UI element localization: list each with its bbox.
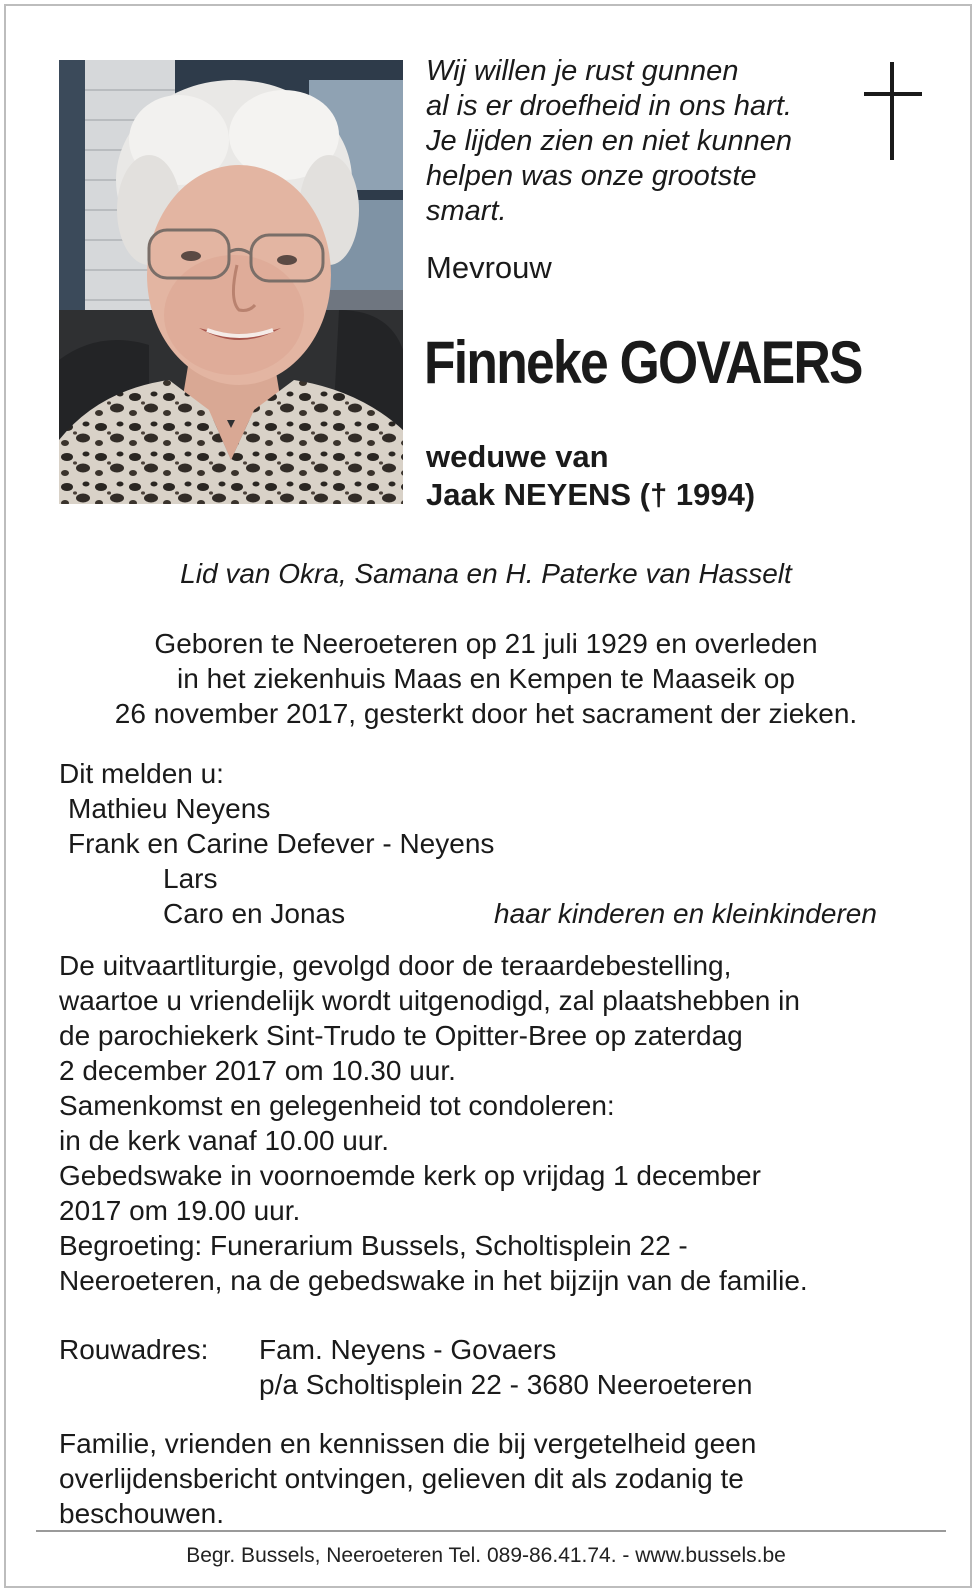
service-line: de parochiekerk Sint-Trudo te Opitter-Bree op zaterdag [59,1020,743,1051]
family-relation: haar kinderen en kleinkinderen [494,898,877,929]
closing-line: overlijdensbericht ontvingen, gelieven dit als zodanig te [59,1463,744,1494]
family-announcement [59,756,494,931]
address-line: Fam. Neyens - Govaers [259,1334,557,1365]
family-member: Mathieu Neyens [68,793,271,824]
family-member: Lars [163,863,218,894]
salutation: Mevrouw [426,250,552,285]
widow-info [426,438,755,514]
membership: Lid van Okra, Samana en H. Paterke van Hasselt [180,558,792,589]
birth-death-line: in het ziekenhuis Maas en Kempen te Maaseik op [177,663,795,694]
service-line: Samenkomst en gelegenheid tot condoleren: [59,1090,615,1121]
service-line: in de kerk vanaf 10.00 uur. [59,1125,389,1156]
service-line: De uitvaartliturgie, gevolgd door de teraardebestelling, [59,950,732,981]
address-label: Rouwadres: [59,1334,209,1365]
family-member: Frank en Carine Defever - Neyens [68,828,495,859]
poem-line: Je lijden zien en niet kunnen [426,125,792,157]
deceased-name: Finneke GOVAERS [424,329,862,396]
poem-line: smart. [426,195,507,227]
service-line: Begroeting: Funerarium Bussels, Scholtisplein 22 - [59,1230,688,1261]
birth-death-line: Geboren te Neeroeteren op 21 juli 1929 en overleden [154,628,818,659]
closing-note [59,1426,756,1531]
cross-icon [864,62,922,160]
footer-divider [36,1530,946,1532]
funeral-service-info [59,948,808,1298]
birth-death-line: 26 november 2017, gesterkt door het sacrament der zieken. [114,698,858,729]
closing-line: Familie, vrienden en kennissen die bij vergetelheid geen [59,1428,757,1459]
service-line: Gebedswake in voornoemde kerk op vrijdag 1 december [59,1160,761,1191]
footer-contact: Begr. Bussels, Neeroeteren Tel. 089-86.41.74. - www.bussels.be [186,1544,786,1567]
announcement-intro: Dit melden u: [59,758,224,789]
service-line: 2 december 2017 om 10.30 uur. [59,1055,456,1086]
portrait-photo [59,60,403,504]
birth-death-info [0,626,972,731]
address-line: p/a Scholtisplein 22 - 3680 Neeroeteren [259,1369,753,1400]
poem-line: Wij willen je rust gunnen [426,55,739,87]
service-line: waartoe u vriendelijk wordt uitgenodigd, zal plaatshebben in [59,985,800,1016]
poem-line: helpen was onze grootste [426,160,757,192]
service-line: Neeroeteren, na de gebedswake in het bijzijn van de familie. [59,1265,808,1296]
poem [426,54,792,229]
family-member: Caro en Jonas [163,898,346,929]
service-line: 2017 om 19.00 uur. [59,1195,301,1226]
spouse-name: Jaak NEYENS († 1994) [426,477,756,512]
poem-line: al is er droefheid in ons hart. [426,90,792,122]
widow-of-label: weduwe van [426,439,609,474]
closing-line: beschouwen. [59,1498,225,1529]
